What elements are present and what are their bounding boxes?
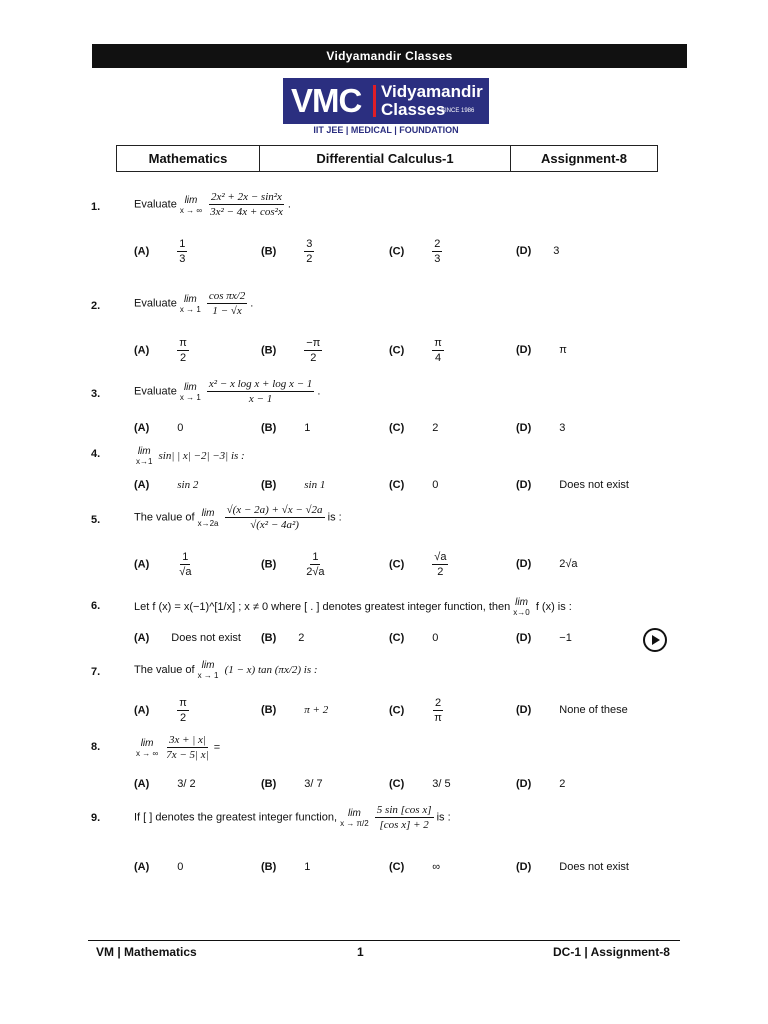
option-d: (D) Does not exist	[516, 861, 629, 873]
option-d: (D) 3	[516, 245, 560, 257]
option-b: (B) 1	[261, 861, 311, 873]
limit: lim x → 1	[179, 381, 201, 402]
limit: lim x → ∞	[179, 194, 203, 215]
question-number: 1.	[91, 201, 101, 213]
option-c: (C) 2	[389, 422, 439, 434]
question-number: 5.	[91, 514, 101, 526]
page-number: 1	[357, 945, 364, 959]
question-8: lim x → ∞ $\frac{3x + | x|}{7x - 5| x|}$ =	[136, 734, 221, 761]
footer-divider	[88, 940, 680, 941]
question-fraction: $\frac{\text{2x² + 2x − sin²x}}{\text{3x² − 4x + cos²x}}$	[210, 191, 283, 218]
option-d: (D) 3	[516, 422, 566, 434]
option-d: (D) None of these	[516, 704, 628, 716]
option-c: (C) 0	[389, 479, 439, 491]
option-a: (A) sin 2	[134, 479, 199, 491]
question-number: 6.	[91, 600, 101, 612]
question-number: 4.	[91, 448, 101, 460]
option-d: (D) Does not exist	[516, 479, 629, 491]
vmc-logo	[283, 78, 489, 138]
question-fraction: $\frac{3x + | x|}{7x - 5| x|}$	[166, 734, 209, 761]
option-a: (A) $\frac{\pi}{2}$	[134, 697, 187, 724]
limit: lim x → π/2	[340, 807, 369, 828]
option-c: (C) $\frac{\pi}{4}$	[389, 337, 442, 364]
logo-name-line1: Vidyamandir	[381, 82, 483, 101]
option-a: (A) $\frac{\pi}{2}$	[134, 337, 187, 364]
limit: lim x → 1	[197, 660, 219, 680]
question-fraction: $\frac{\text{5 sin [cos x]}}{\text{[cos x] + 2}}$	[376, 804, 432, 831]
logo-divider	[373, 85, 376, 117]
limit: lim x → 1	[179, 293, 201, 314]
question-5: The value of lim x→2a $\frac{√(x - 2a) + √x - √2a}{\text{√(x² − 4a²)}}$ is :	[134, 504, 342, 531]
option-b: (B) $\frac{3}{2}$	[261, 238, 313, 265]
footer-left: VM | Mathematics	[96, 945, 197, 959]
option-b: (B) sin 1	[261, 479, 326, 491]
option-a: (A) $\frac{1}{√a}$	[134, 551, 192, 578]
option-a: (A) Does not exist	[134, 632, 241, 644]
option-b: (B) $\frac{1}{2√a}$	[261, 551, 325, 578]
option-c: (C) $\frac{√a}{2}$	[389, 551, 447, 578]
logo-since: SINCE 1986	[441, 108, 475, 114]
question-9: If [ ] denotes the greatest integer function, lim x → π/2 $\frac{\text{5 sin [cos x]}}{\text{[cos x] + 2}}$ is :	[134, 804, 451, 831]
limit: lim x→0	[513, 597, 530, 617]
limit: lim x→2a	[197, 507, 219, 528]
option-b: (B) $\frac{-\pi}{2}$	[261, 337, 321, 364]
play-icon[interactable]	[643, 628, 667, 652]
question-number: 9.	[91, 812, 101, 824]
header-subject: Mathematics	[117, 146, 260, 171]
option-a: (A) 0	[134, 422, 184, 434]
option-c: (C) $\frac{2}{3}$	[389, 238, 441, 265]
question-number: 8.	[91, 741, 101, 753]
option-b: (B) π + 2	[261, 704, 329, 716]
option-d: (D) π	[516, 344, 567, 356]
question-suffix: .	[287, 198, 291, 211]
question-fraction: $\frac{√(x - 2a) + √x - √2a}{\text{√(x² − 4a²)}}$	[226, 504, 323, 531]
logo-tagline: IIT JEE | MEDICAL | FOUNDATION	[313, 125, 459, 135]
logo-brand: VMC	[291, 82, 362, 119]
option-c: (C) ∞	[389, 861, 441, 873]
question-3: Evaluate lim x → 1 $\frac{\text{x² − x log x + log x − 1}}{x - 1}$ .	[134, 378, 321, 405]
question-prefix: Evaluate	[134, 198, 177, 211]
header-table	[116, 145, 658, 172]
option-d: (D) 2√a	[516, 558, 578, 570]
question-number: 7.	[91, 666, 101, 678]
option-b: (B) 2	[261, 632, 305, 644]
question-4: lim x→1 sin| | x| −2| −3| is :	[136, 446, 245, 466]
header-assignment: Assignment-8	[541, 151, 627, 166]
option-c: (C) 3/ 5	[389, 778, 451, 790]
question-6: Let f (x) = x(−1)^[1/x] ; x ≠ 0 where [ . ] denotes greatest integer function, then lim x→0 f (x) is :	[134, 597, 572, 617]
question-7: The value of lim x → 1 (1 − x) tan (πx/2) is :	[134, 660, 318, 680]
option-d: (D) −1	[516, 632, 572, 644]
header-topic: Differential Calculus-1	[260, 146, 511, 171]
option-b: (B) 3/ 7	[261, 778, 323, 790]
top-banner: Vidyamandir Classes	[92, 44, 687, 68]
question-fraction: $\frac{\text{x² − x log x + log x − 1}}{x - 1}$	[208, 378, 313, 405]
limit: lim x→1	[136, 446, 153, 466]
option-c: (C) 0	[389, 632, 439, 644]
question-number: 3.	[91, 388, 101, 400]
question-fraction: $\frac{\text{cos πx/2}}{1 - √x}$	[208, 290, 246, 317]
option-a: (A) 0	[134, 861, 184, 873]
option-b: (B) 1	[261, 422, 311, 434]
option-c: (C) $\frac{2}{\pi}$	[389, 697, 442, 724]
question-1	[134, 190, 291, 219]
option-a: (A) $\frac{1}{3}$	[134, 238, 186, 265]
question-number: 2.	[91, 300, 101, 312]
logo-name-line2: Classes	[381, 100, 446, 119]
footer-right: DC-1 | Assignment-8	[553, 945, 670, 959]
limit: lim x → ∞	[136, 737, 159, 758]
option-d: (D) 2	[516, 778, 566, 790]
question-2: Evaluate lim x → 1 $\frac{\text{cos πx/2}}{1 - √x}$ .	[134, 290, 254, 317]
option-a: (A) 3/ 2	[134, 778, 196, 790]
